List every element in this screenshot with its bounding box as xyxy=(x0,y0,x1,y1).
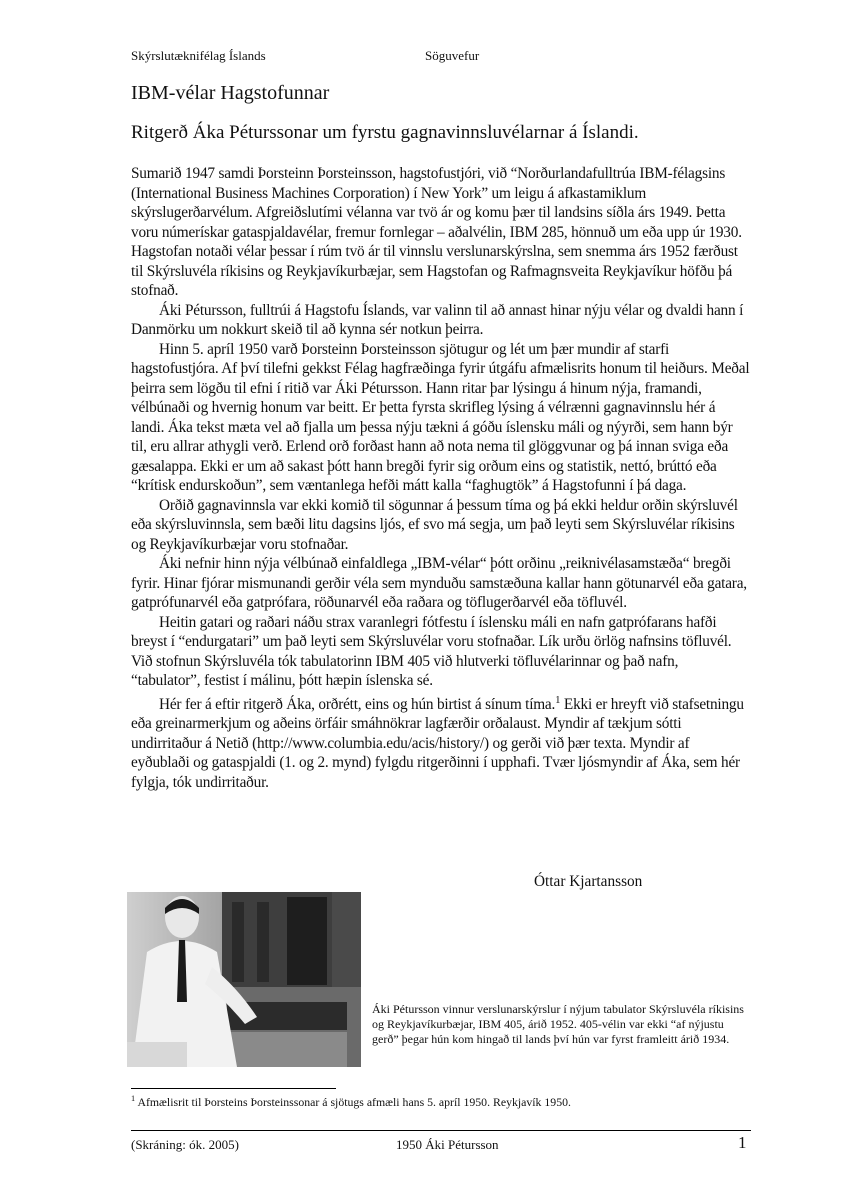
photo-aki-petursson-tabulator xyxy=(127,892,361,1067)
paragraph-with-footnote xyxy=(131,691,751,793)
page-number: 1 xyxy=(738,1133,747,1152)
page-title: IBM-vélar Hagstofunnar xyxy=(131,82,330,104)
paragraph: Áki Pétursson, fulltrúi á Hagstofu Íslands, var valinn til að annast hinar nýju vélar og dvaldi hann í Danmörku um nokkurt skeið til að kynna sér notkun þeirra. xyxy=(131,301,744,338)
paragraph: Orðið gagnavinnsla var ekki komið til sögunnar á þessum tíma og þá ekki heldur orðin skýrsluvél eða skýrsluvinnsla, sem bæði litu dagsins ljós, ef svo má segja, um það leyti sem Skýrsluvélar ríkisins og Reykjavíkurbæjar voru stofnaðar. xyxy=(131,496,738,553)
paragraph-text: Ekki er hreyft við stafsetningu eða greinarmerkjum og aðeins örfáir smáhnökrar lagfærðir orðalaust. Myndir af tækjum sótti undirritaður á Netið (http://www.columbia.edu/acis/history/) og gerði við þær texta. Myndir af eyðublaði og gataspjaldi (1. og 2. mynd) fylgdu ritgerðinni í upphafi. Tvær ljósmyndir af Áka, sem hér fylgja, tók undirritaður. xyxy=(131,695,744,791)
footnote-text: Afmælisrit til Þorsteins Þorsteinssonar á sjötugs afmæli hans 5. apríl 1950. Reykjavík 1950. xyxy=(137,1094,571,1109)
footer-center: 1950 Áki Pétursson xyxy=(396,1137,499,1152)
paragraph: Áki nefnir hinn nýja vélbúnað einfaldlega „IBM-vélar“ þótt orðinu „reiknivélasamstæða“ bregði fyrir. Hinar fjórar mismunandi gerðir véla sem mynduðu samstæðuna kallar hann götunarvél eða gatara, gatprófunarvél eða gatprófara, röðunarvél eða raðara og töflugerðarvél eða töfluvél. xyxy=(131,555,747,611)
paragraph: Hinn 5. apríl 1950 varð Þorsteinn Þorsteinsson sjötugur og lét um þær mundir af starfi hagstofustjóra. Af því tilefni gekkst Félag hagfræðinga fyrir útgáfu afmælisrits honum til heiðurs. Meðal þeirra sem lögðu til efni í ritið var Áki Pétursson. Hann ritar þar lýsingu á hinum nýja, framandi, vélbúnaði og hvernig honum var beitt. Er þetta fyrsta skrifleg lýsing á vélrænni gagnavinnslu hér á landi. Áka tekst mæta vel að fjalla um þessa nýju tækni á góðu íslensku máli og nýyrði, sem hann býr til, eru allrar athygli verð. Erlend orð forðast hann að nota nema til glöggvunar og þá innan sviga eða gæsalappa. Ekki er um að sakast þótt hann bregði fyrir sig orðum eins og statistik, nettó, brúttó eða “krítisk endurskoðun”, sem væntanlega hefði mátt kalla “faghugtök” á Hagstofunni í þá daga. xyxy=(131,340,750,494)
footer-rule xyxy=(131,1130,751,1131)
running-header-center: Söguvefur xyxy=(425,48,480,63)
page-subtitle: Ritgerð Áka Péturssonar um fyrstu gagnavinnsluvélarnar á Íslandi. xyxy=(131,122,639,143)
paragraph-text: Hér fer á eftir ritgerð Áka, orðrétt, eins og hún birtist á sínum tíma. xyxy=(159,695,556,713)
footnote xyxy=(131,1094,571,1110)
paragraph: Heitin gatari og raðari náðu strax varanlegri fótfestu í íslensku máli en nafn gatprófarans hafði breyst í “endurgatari” um það leyti sem Skýrsluvélar voru stofnaðar. Lík urðu örlög nafnsins töfluvél. Við stofnun Skýrsluvéla tók tabulatorinn IBM 405 við hlutverki töfluvélarinnar og það nafn, “tabulator”, festist í málinu, þótt hæpin íslenska sé. xyxy=(131,613,732,689)
article-body xyxy=(131,164,751,792)
footnote-reference[interactable]: 1 xyxy=(555,693,561,706)
footnote-number: 1 xyxy=(131,1094,136,1103)
running-header-left: Skýrslutæknifélag Íslands xyxy=(131,48,266,63)
footnote-separator xyxy=(131,1088,336,1089)
author-signature: Óttar Kjartansson xyxy=(534,873,643,890)
photo-illustration xyxy=(127,892,361,1067)
photo-caption: Áki Pétursson vinnur verslunarskýrslur í nýjum tabulator Skýrsluvéla ríkisins og Reykjavíkurbæjar, IBM 405, árið 1952. 405-vélin var ekki “af nýjustu gerð” þegar hún kom hingað til lands því hún var fyrst framleitt árið 1934. xyxy=(372,1002,744,1046)
paragraph: Sumarið 1947 samdi Þorsteinn Þorsteinsson, hagstofustjóri, við “Norðurlandafulltrúa IBM-félagsins (International Business Machines Corporation) í New York” um leigu á afkastamiklum skýrslugerðarvélum. Afgreiðslutími vélanna var tvö ár og komu þær til landsins síðla árs 1949. Þetta voru númerískar gataspjaldavélar, fremur fornlegar – aðalvélin, IBM 285, hönnuð um eða upp úr 1930. Hagstofan notaði vélar þessar í rúm tvö ár til vinnslu verslunarskýrslna, sem snemma árs 1952 færðust til Skýrsluvéla ríkisins og Reykjavíkurbæjar, sem Hagstofan og Rafmagnsveita Reykjavíkur höfðu þá stofnað. xyxy=(131,165,742,299)
footer-left: (Skráning: ók. 2005) xyxy=(131,1137,239,1152)
